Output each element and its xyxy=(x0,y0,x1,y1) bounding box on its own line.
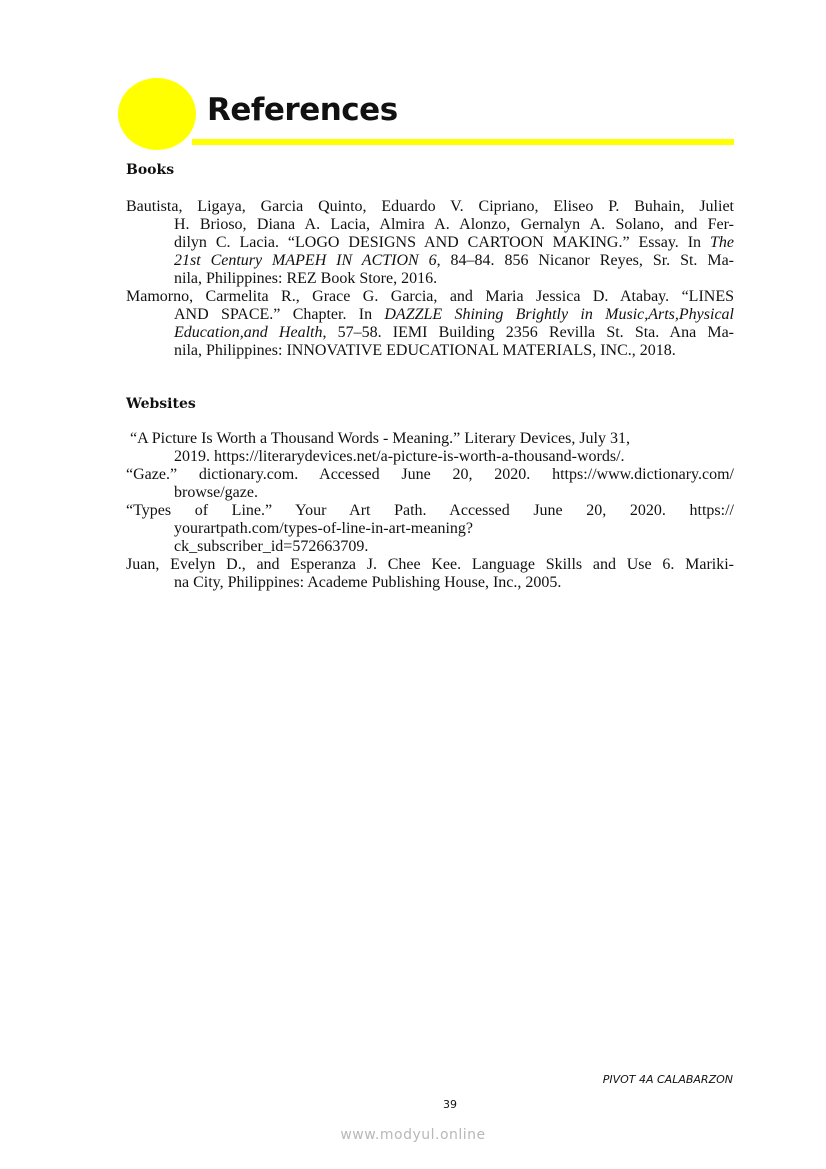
entry-line xyxy=(126,538,734,556)
entry-text: na City, Philippines: Academe Publishing House, Inc., 2005. xyxy=(174,574,562,591)
reference-entry xyxy=(126,198,734,288)
websites-heading: Websites xyxy=(126,396,196,412)
entry-url[interactable]: yourartpath.com/types-of-line-in-art-meaning? xyxy=(174,520,473,537)
entry-line xyxy=(126,448,734,466)
entry-line xyxy=(126,430,734,448)
entry-line xyxy=(126,466,734,484)
entry-url[interactable]: ck_subscriber_id=572663709. xyxy=(174,538,369,555)
title-circle-decoration xyxy=(118,78,196,150)
entry-line xyxy=(126,234,734,252)
page-title: References xyxy=(207,92,398,128)
entry-line xyxy=(126,252,734,270)
reference-entry xyxy=(126,430,734,466)
entry-text: AND SPACE.” Chapter. In xyxy=(174,306,385,323)
entry-text: nila, Philippines: REZ Book Store, 2016. xyxy=(174,270,438,287)
entry-text: “Gaze.” dictionary.com. Accessed June 20, 2020. https://www.dictionary.com/ xyxy=(126,466,734,483)
websites-list xyxy=(126,430,734,592)
page-number: 39 xyxy=(443,1098,457,1111)
entry-text: , 84–84. 856 Nicanor Reyes, Sr. St. Ma- xyxy=(436,252,734,269)
entry-line xyxy=(126,216,734,234)
reference-entry xyxy=(126,288,734,360)
book-title-italic: 21st Century MAPEH IN ACTION 6 xyxy=(174,252,437,269)
reference-entry xyxy=(126,502,734,556)
entry-text: “A Picture Is Worth a Thousand Words - Meaning.” Literary Devices, July 31, xyxy=(130,430,630,447)
entry-line xyxy=(126,324,734,342)
entry-line xyxy=(126,502,734,520)
entry-line xyxy=(126,288,734,306)
entry-line xyxy=(126,574,734,592)
books-list xyxy=(126,198,734,360)
entry-text: Bautista, Ligaya, Garcia Quinto, Eduardo V. Cipriano, Eliseo P. Buhain, Juliet xyxy=(126,198,734,215)
reference-entry xyxy=(126,556,734,592)
book-title-italic: DAZZLE Shining Brightly in Music,Arts,Physical xyxy=(384,306,734,323)
book-title-italic: Education,and Health xyxy=(174,324,323,341)
entry-text: nila, Philippines: INNOVATIVE EDUCATIONAL MATERIALS, INC., 2018. xyxy=(174,342,676,359)
entry-text: , 57–58. IEMI Building 2356 Revilla St. Sta. Ana Ma- xyxy=(322,324,735,341)
entry-url[interactable]: 2019. https://literarydevices.net/a-picture-is-worth-a-thousand-words/. xyxy=(174,448,625,465)
entry-text: Mamorno, Carmelita R., Grace G. Garcia, and Maria Jessica D. Atabay. “LINES xyxy=(126,288,734,305)
title-underline xyxy=(192,139,734,145)
entry-text: Juan, Evelyn D., and Esperanza J. Chee Kee. Language Skills and Use 6. Mariki- xyxy=(126,556,734,573)
footer-series-label: PIVOT 4A CALABARZON xyxy=(602,1073,733,1086)
book-title-italic: The xyxy=(710,234,734,251)
entry-text: dilyn C. Lacia. “LOGO DESIGNS AND CARTOON MAKING.” Essay. In xyxy=(174,234,710,251)
entry-line xyxy=(126,270,734,288)
entry-line xyxy=(126,520,734,538)
watermark: www.modyul.online xyxy=(340,1127,486,1143)
reference-entry xyxy=(126,466,734,502)
entry-text: H. Brioso, Diana A. Lacia, Almira A. Alonzo, Gernalyn A. Solano, and Fer- xyxy=(174,216,734,233)
entry-line xyxy=(126,342,734,360)
entry-text: “Types of Line.” Your Art Path. Accessed June 20, 2020. https:// xyxy=(126,502,734,519)
books-heading: Books xyxy=(126,162,175,178)
entry-line xyxy=(126,484,734,502)
entry-line xyxy=(126,556,734,574)
entry-url[interactable]: browse/gaze. xyxy=(174,484,258,501)
entry-line xyxy=(126,306,734,324)
entry-line xyxy=(126,198,734,216)
